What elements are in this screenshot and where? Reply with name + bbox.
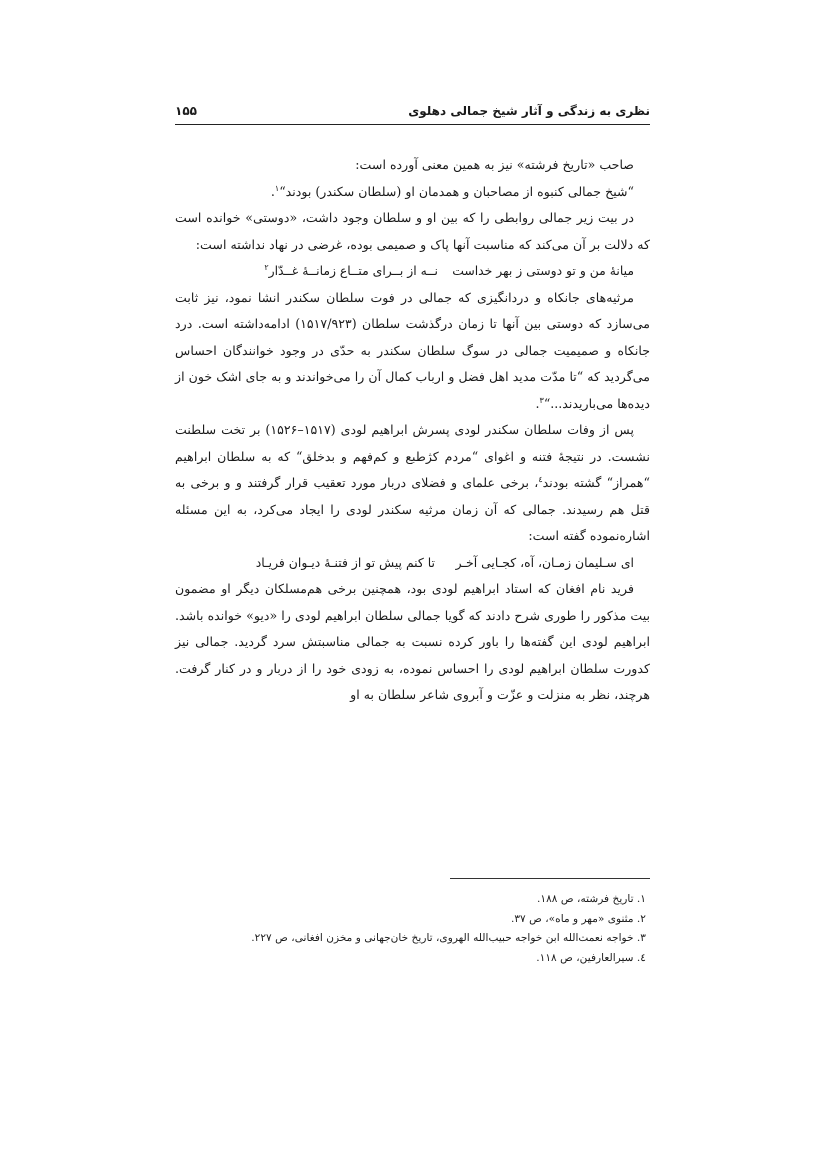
footnotes (175, 890, 650, 968)
paragraph-4-text-b: ، برخی علمای و فضلای دربار مورد تعقیب قرار گرفتند و و برخی به قتل هم رسیدند. جمالی که آن زمان مرثیه سکندر لودی را ایجاد می‌کرد، به این مسئله اشاره‌نموده گفته است: (175, 475, 650, 543)
verse-1-hemistich-2-text: نــه از بــرای متــاع زمانــهٔ غــدّار (268, 263, 438, 278)
paragraph-5: فرید نام افغان که استاد ابراهیم لودی بود، همچنین برخی هم‌مسلکان دیگر او مضمون بیت مذکور را طوری شرح دادند که گویا جمالی سلطان ابراهیم لودی را «دیو» خوانده باشد. ابراهیم لودی این گفته‌ها را باور کرده نسبت به جمالی مناسبتش سرد گردید. جمالی نیز کدورت سلطان ابراهیم لودی را احساس نموده، به زودی خود را از دربار و در کنار گرفت. هرچند، نظر به منزلت و عزّت و آبروی شاعر سلطان به او (175, 581, 650, 702)
running-title: نظری به زندگی و آثار شیخ جمالی دهلوی (408, 104, 650, 118)
running-header (175, 100, 650, 122)
footnote-4: ٤. سیرالعارفین، ص ۱۱۸. (536, 951, 646, 964)
paragraph-4 (175, 417, 650, 550)
paragraph-1: صاحب «تاریخ فرشته» نیز به همین معنی آورده است: (355, 157, 634, 172)
book-page (175, 100, 650, 964)
paragraph-3-text: مرثیه‌های جانکاه و دردانگیزی که جمالی در فوت سلطان سکندر انشا نمود، نیز ثابت می‌سازد که دوستی بین آنها تا زمان درگذشت سلطان (۱۵۱۷/۹۲۳) ادامه‌داشته است. درد جانکاه و صمیمیت جمالی در سوگ سلطان سکندر به حدّی در وجود خوانندگان احساس می‌گردید که “تا مدّت مدید اهل فضل و ارباب کمال آن را می‌خواندند و به جای اشک خون از دیده‌ها می‌باریدند...“ (175, 289, 650, 411)
footnote-2: ۲. مثنوی «مهر و ماه»، ص ۳۷. (510, 912, 646, 925)
verse-2 (175, 550, 650, 577)
verse-1 (175, 258, 650, 285)
quotation-1: “شیخ جمالی کنبوه از مصاحبان و همدمان او (سلطان سکندر) بودند“$^۱$. (270, 183, 634, 199)
verse-1-hemistich-1: میانهٔ من و تو دوستی ز بهر خداست (452, 263, 634, 278)
paragraph-3: مرثیه‌های جانکاه و دردانگیزی که جمالی در فوت سلطان سکندر انشا نمود، نیز ثابت می‌سازد که دوستی بین آنها تا زمان درگذشت سلطان (۱۵۱۷/۹۲۳) ادامه‌داشته است. درد جانکاه و صمیمیت جمالی در سوگ سلطان سکندر به حدّی در وجود خوانندگان احساس می‌گردید که “تا مدّت مدید اهل فضل و ارباب کمال آن را می‌خواندند و به جای اشک خون از دیده‌ها می‌باریدند...“$^۳$. (175, 289, 650, 411)
verse-2-hemistich-2: تا کنم پیش تو از فتنـهٔ دیـوان فریـاد (255, 554, 435, 570)
header-rule (175, 124, 650, 125)
verse-1-hemistich-2 (264, 258, 438, 285)
footnote-ref-1: ۱ (274, 183, 280, 193)
footnote-ref-2: ۲ (264, 262, 269, 272)
footnote-rule (450, 878, 650, 879)
footnote-ref-3: ۳ (539, 395, 544, 405)
footnote-3: ۳. خواجه نعمت‌الله ابن خواجه حبیب‌الله الهروی، تاریخ خان‌جهانی و مخزن افغانی، ص ۲۲۷. (251, 932, 646, 944)
paragraph-2: در بیت زیر جمالی روابطی را که بین او و سلطان وجود داشت، «دوستی» خوانده است که دلالت بر آن می‌کند که مناسبت آنها پاک و صمیمی بوده، غرضی در نهاد نداشته است: (175, 210, 650, 252)
footnote-ref-4: ٤ (538, 474, 543, 484)
footnote-1: ۱. تاریخ فرشته، ص ۱۸۸. (537, 893, 646, 905)
main-text (175, 152, 650, 709)
verse-2-hemistich-1: ای سـلیمان زمـان، آه، کجـایی آخـر (455, 554, 634, 570)
quotation-1-text: “شیخ جمالی کنبوه از مصاحبان و همدمان او (سلطان سکندر) بودند“ (279, 183, 634, 199)
page-number: ۱۵۵ (175, 104, 197, 118)
paragraph-4-text-a: پس از وفات سلطان سکندر لودی پسرش ابراهیم لودی (۱۵۱۷–۱۵۲۶) بر تخت سلطنت نشست. در نتیجهٔ فتنه و اغوای “مردم کژطبع و کم‌فهم و بدخلق“ که به سلطان ابراهیم “همراز“ گشته بودند (175, 422, 650, 490)
